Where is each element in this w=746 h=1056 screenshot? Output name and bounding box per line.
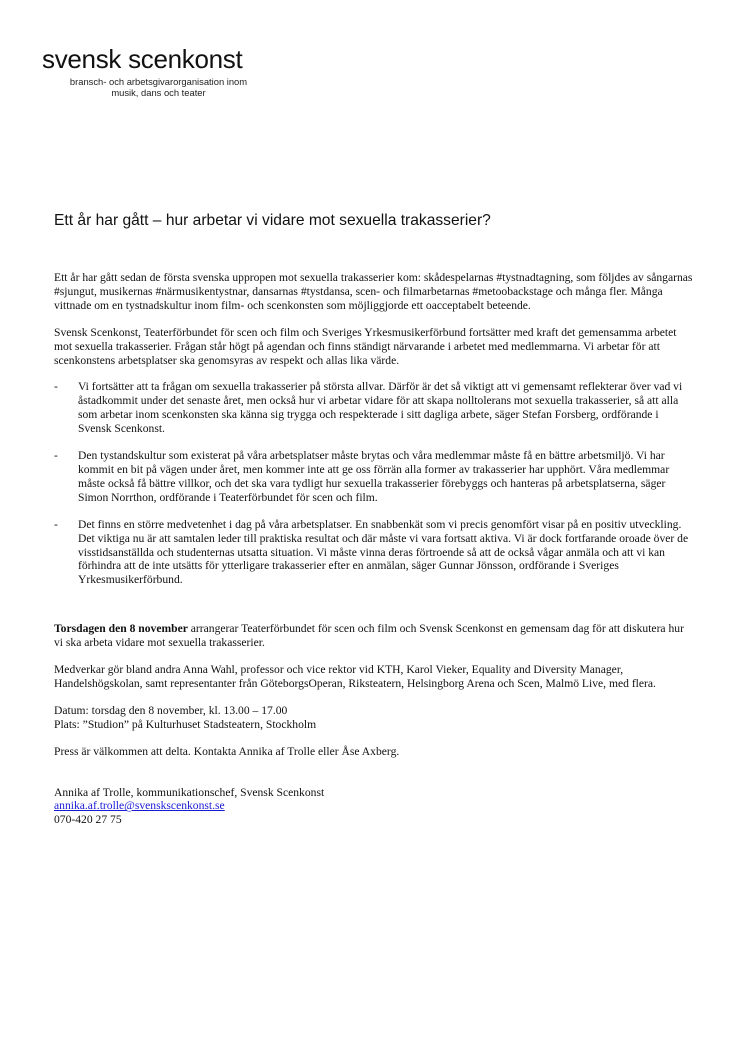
quote-dash: - xyxy=(54,380,58,394)
document-body xyxy=(54,271,694,827)
event-details xyxy=(54,704,694,732)
participants-paragraph: Medverkar gör bland andra Anna Wahl, professor och vice rektor vid KTH, Karol Vieker, Equality and Diversity Manager, Handelshögskolan, samt representanter från GöteborgsOperan, Riksteatern, Helsingborg Arena och Scen, Malmö Live, med flera. xyxy=(54,663,656,690)
logo-wordmark: svensk scenkonst xyxy=(42,44,243,74)
quote-1: - Vi fortsätter att ta frågan om sexuella trakasserier på största allvar. Därför är det så viktigt att vi gemensamt reflekterar över vad vi åstadkommit under det senaste året, men också hur vi arbetar vidare för att skapa nolltolerans mot sexuella trakasserier, så att alla som arbetar inom scenkonsten ska känna sig trygga och respekterade i sitt dagliga arbete, säger Stefan Forsberg, ordförande i Svensk Scenkonst. xyxy=(54,380,683,436)
event-plats: Plats: ”Studion” på Kulturhuset Stadsteatern, Stockholm xyxy=(54,717,317,731)
page-title: Ett år har gått – hur arbetar vi vidare mot sexuella trakasserier? xyxy=(54,212,491,229)
press-paragraph: Press är välkommen att delta. Kontakta Annika af Trolle eller Åse Axberg. xyxy=(54,744,400,758)
contact-block xyxy=(54,786,694,828)
event-date: Torsdagen den 8 november xyxy=(54,622,188,636)
logo-tagline: bransch- och arbetsgivarorganisation inom musik, dans och teater xyxy=(69,76,248,98)
contact-name: Annika af Trolle, kommunikationschef, Svensk Scenkonst xyxy=(54,785,325,799)
quote-dash: - xyxy=(54,517,58,531)
event-datum: Datum: torsdag den 8 november, kl. 13.00 – 17.00 xyxy=(54,703,288,717)
event-paragraph: Torsdagen den 8 november arrangerar Teaterförbundet för scen och film och Svensk Scenkonst en gemensam dag för att diskutera hur vi ska arbeta vidare mot sexuella trakasserier. xyxy=(54,622,684,650)
quote-dash: - xyxy=(54,449,58,463)
logo xyxy=(42,44,302,98)
quote-2: - Den tystandskultur som existerat på våra arbetsplatser måste brytas och våra medlemmar måste få en bättre arbetsmiljö. Vi har kommit en bit på vägen under året, men kommer inte att ge oss förrän alla former av trakasserier har upphört. Våra medlemmar måste också få bättre villkor, och det ska vara tydligt hur sexuella trakasserier förebyggs och hanteras på arbetsplatserna, säger Simon Norrthon, ordförande i Teaterförbundet för scen och film. xyxy=(54,449,670,504)
contact-phone: 070-420 27 75 xyxy=(54,813,122,827)
intro-paragraph-2: Svensk Scenkonst, Teaterförbundet för scen och film och Sveriges Yrkesmusikerförbund fortsätter med kraft det gemensamma arbetet mot sexuella trakasserier. Frågan står högt på agendan och finns ständigt närvarande i arbetet med medlemmarna. Vi arbetar för att scenkonstens arbetsplatser ska genomsyras av respekt och allas lika värde. xyxy=(54,325,677,367)
contact-email-link[interactable]: annika.af.trolle@svenskscenkonst.se xyxy=(54,799,225,813)
quote-3: - Det finns en större medvetenhet i dag på våra arbetsplatser. En snabbenkät som vi precis genomfört visar på en positiv utveckling. Det viktiga nu är att samtalen leder till praktiska resultat och där måste vi vara fortsatt aktiva. Vi är dock fortfarande oroade över de visstidsanställda och studenternas utsatta situation. Vi måste vinna deras förtroende så att de också vågar anmäla och att vi kan förhindra att de inte utsätts för ytterligare trakasserier efter en anmälan, säger Gunnar Jönsson, ordförande i Sveriges Yrkesmusikerförbund. xyxy=(54,517,689,587)
intro-paragraph-1: Ett år har gått sedan de första svenska uppropen mot sexuella trakasserier kom: skådespelarnas #tystnadtagning, som följdes av sångarnas #sjungut, musikernas #närmusikentystnar, dansarnas #tystdansa, scen- och filmarbetarnas #metoobackstage och många fler. Många vittnade om en tystnadskultur inom film- och scenkonsten som möjliggjorde ett oacceptabelt beteende. xyxy=(54,271,693,312)
